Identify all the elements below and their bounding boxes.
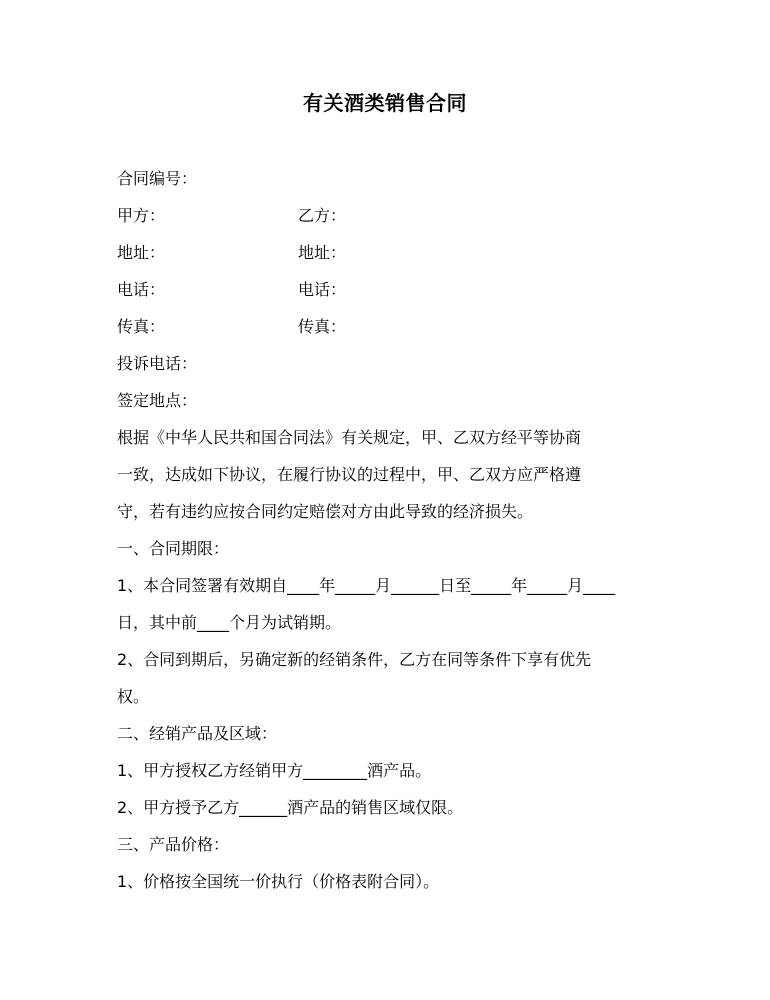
- party-b-fax-label: 传真：: [298, 317, 347, 336]
- document-body: [117, 160, 662, 900]
- party-b-name-label: 乙方：: [298, 206, 347, 225]
- clause-1-2-line-1: 2、合同到期后，另确定新的经销条件，乙方在同等条件下享有优先: [117, 650, 592, 669]
- section-heading-term: 一、合同期限：: [117, 539, 230, 558]
- section-heading-products: 二、经销产品及区域：: [117, 724, 278, 743]
- clause-3-1: 1、价格按全国统一价执行（价格表附合同）。: [117, 872, 440, 891]
- party-a-fax-label: 传真：: [117, 317, 166, 336]
- clause-1-1-line-1: 1、本合同签署有效期自____年_____月______日至_____年_____月____: [117, 576, 616, 595]
- signing-place-line: 签定地点：: [117, 391, 198, 410]
- preamble-line-3: 守，若有违约应按合同约定赔偿对方由此导致的经济损失。: [117, 502, 534, 521]
- complaint-phone-line: 投诉电话：: [117, 354, 198, 373]
- contract-number-line: 合同编号：: [117, 169, 198, 188]
- party-row-phone: [117, 271, 662, 308]
- party-row-name: [117, 197, 662, 234]
- party-a-address-label: 地址：: [117, 243, 166, 262]
- section-heading-price: 三、产品价格：: [117, 835, 230, 854]
- document-title: 有关酒类销售合同: [303, 91, 467, 115]
- preamble-line-2: 一致，达成如下协议，在履行协议的过程中，甲、乙双方应严格遵: [117, 465, 582, 484]
- clause-1-2-line-2: 权。: [117, 687, 150, 706]
- party-a-name-label: 甲方：: [117, 206, 166, 225]
- party-b-address-label: 地址：: [298, 243, 347, 262]
- preamble-line-1: 根据《中华人民共和国合同法》有关规定，甲、乙双方经平等协商: [117, 428, 582, 447]
- party-row-fax: [117, 308, 662, 345]
- party-row-address: [117, 234, 662, 271]
- party-a-phone-label: 电话：: [117, 280, 166, 299]
- clause-2-2: 2、甲方授予乙方______酒产品的销售区域仅限。: [117, 798, 464, 817]
- party-b-phone-label: 电话：: [298, 280, 347, 299]
- clause-2-1: 1、甲方授权乙方经销甲方________酒产品。: [117, 761, 432, 780]
- clause-1-1-line-2: 日，其中前____个月为试销期。: [117, 613, 342, 632]
